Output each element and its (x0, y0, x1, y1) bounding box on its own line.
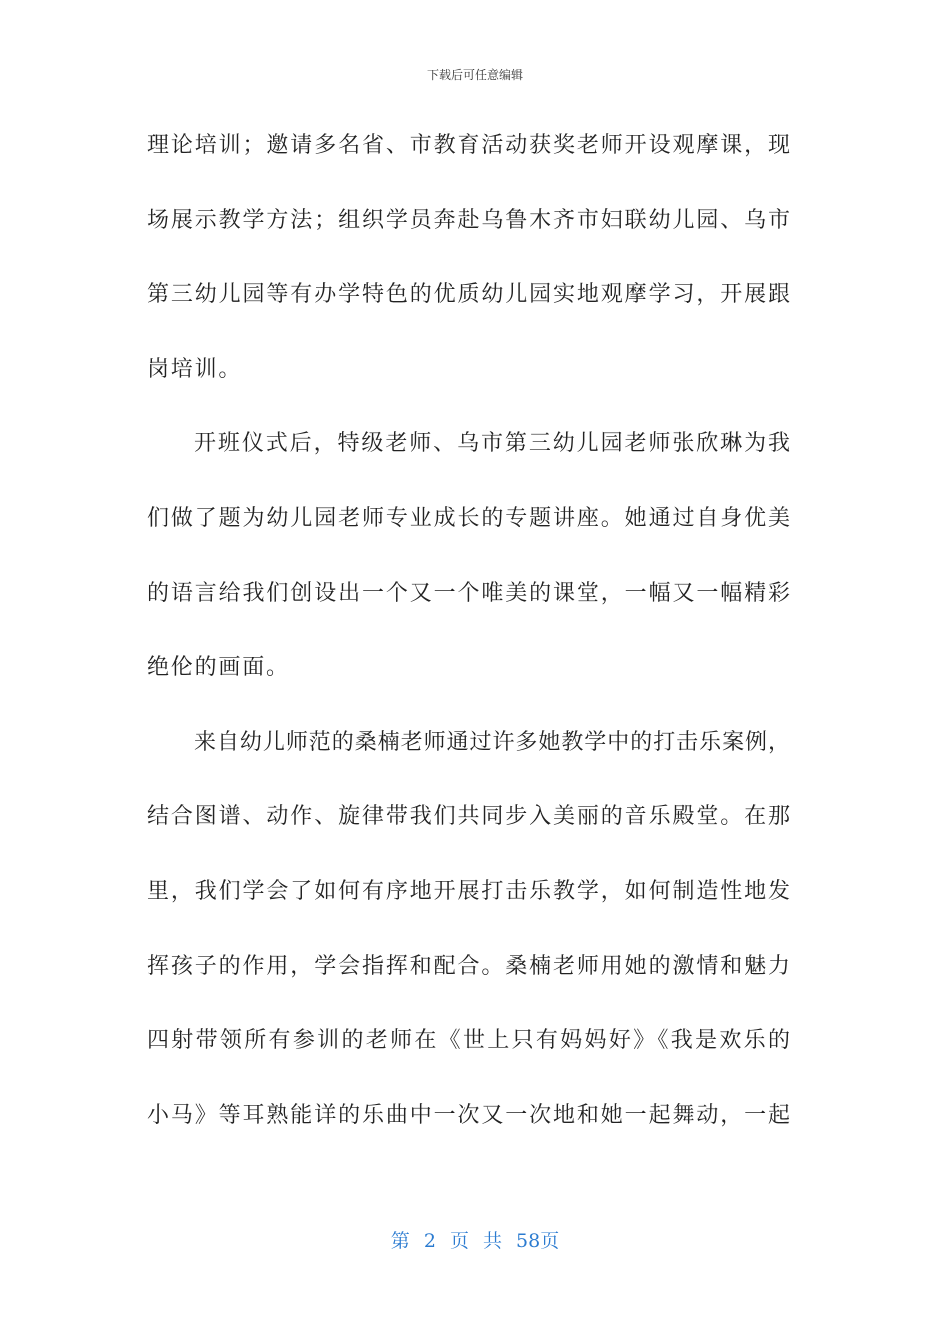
document-body (147, 128, 790, 1172)
text-line: 的语言给我们创设出一个又一个唯美的课堂，一幅又一幅精彩 (147, 580, 790, 606)
text-line: 四射带领所有参训的老师在《世上只有妈妈好》《我是欢乐的 (147, 1028, 790, 1054)
text-line: 们做了题为幼儿园老师专业成长的专题讲座。她通过自身优美 (147, 505, 790, 531)
text-line: 里，我们学会了如何有序地开展打击乐教学，如何制造性地发 (147, 878, 790, 904)
page-header: 下载后可任意编辑 (426, 68, 523, 82)
text-line: 场展示教学方法；组织学员奔赴乌鲁木齐市妇联幼儿园、乌市 (147, 207, 790, 233)
text-line: 岗培训。 (147, 356, 243, 382)
text-line: 绝伦的画面。 (147, 655, 290, 681)
text-line: 小马》等耳熟能详的乐曲中一次又一次地和她一起舞动，一起 (147, 1102, 790, 1128)
text-line: 挥孩子的作用，学会指挥和配合。桑楠老师用她的激情和魅力 (147, 953, 790, 979)
text-line: 第三幼儿园等有办学特色的优质幼儿园实地观摩学习，开展跟 (147, 282, 790, 308)
text-line: 来自幼儿师范的桑楠老师通过许多她教学中的打击乐案例， (194, 729, 790, 755)
text-line: 结合图谱、动作、旋律带我们共同步入美丽的音乐殿堂。在那 (147, 804, 790, 830)
page-number-footer: 第 2 页 共 58页 (390, 1230, 560, 1252)
text-line: 开班仪式后，特级老师、乌市第三幼儿园老师张欣琳为我 (194, 431, 790, 457)
text-line: 理论培训；邀请多名省、市教育活动获奖老师开设观摩课，现 (147, 133, 790, 158)
